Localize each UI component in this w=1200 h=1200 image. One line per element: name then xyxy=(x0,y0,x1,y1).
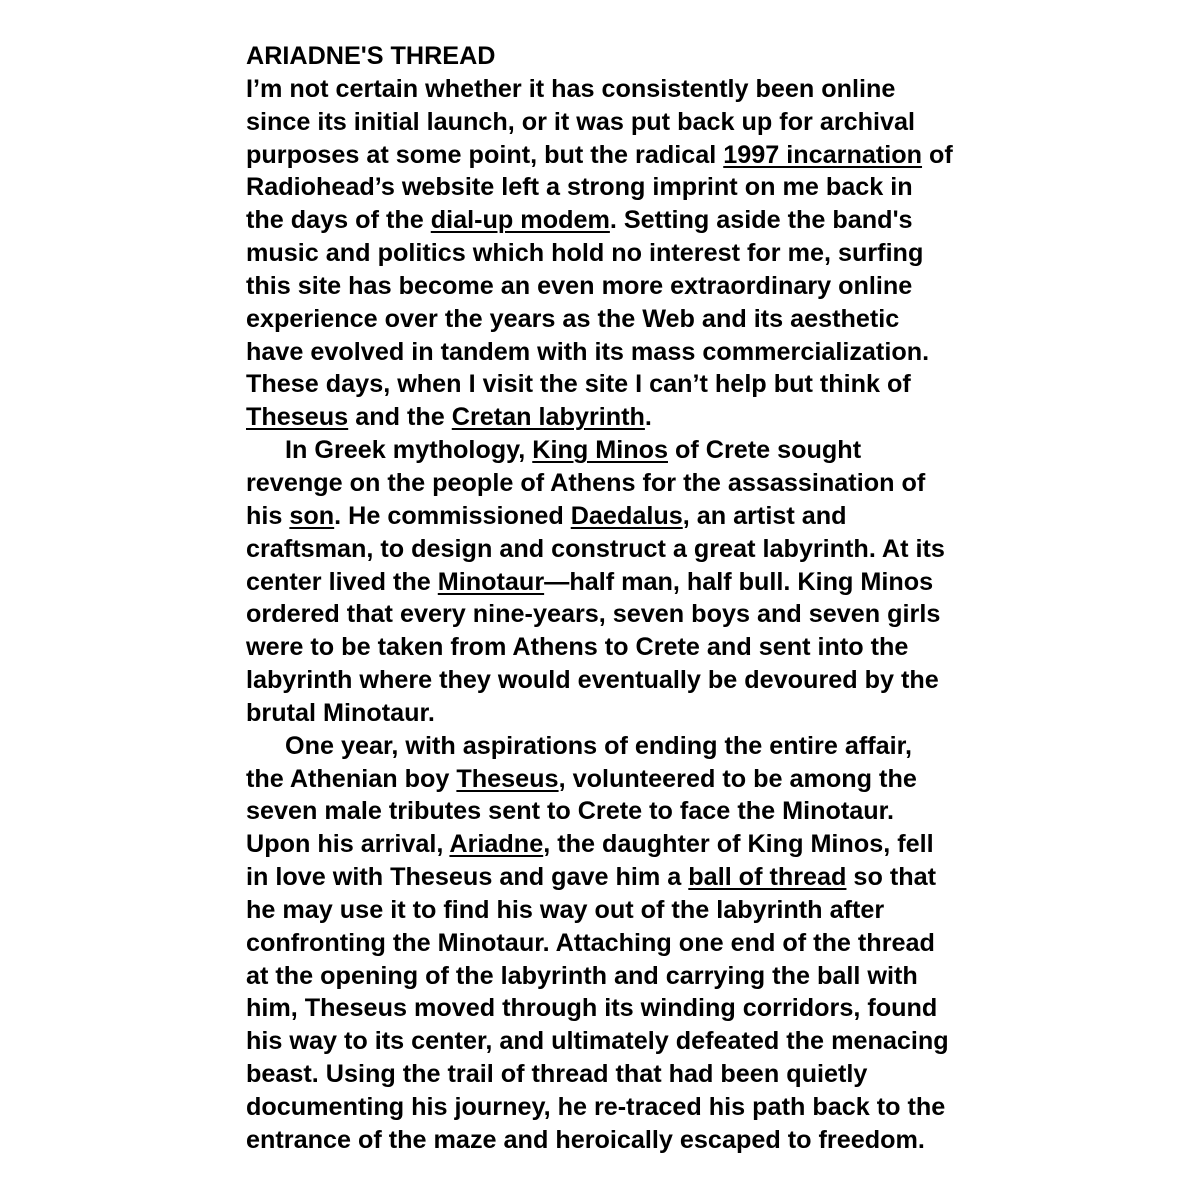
paragraph-2 xyxy=(246,434,956,730)
link-theseus-2[interactable]: Theseus xyxy=(456,764,559,793)
paragraph-text: of Crete sought revenge on the people of Athens for the assassination of his xyxy=(246,436,926,530)
paragraph-text: —half man, half bull. King Minos ordered that every nine-years, seven boys and seven girls were to be taken from Athens to Crete and sent into the labyrinth where they would eventually be devoured by the brutal Minotaur. xyxy=(246,567,941,727)
paragraph-text: . He commissioned xyxy=(334,501,571,530)
paragraph-text: of Radiohead’s website left a strong imprint on me back in the days of the xyxy=(246,140,953,235)
link-daedalus[interactable]: Daedalus xyxy=(570,501,683,530)
paragraph-text: so that he may use it to find his way out of the labyrinth after confronting the Minotaur. Attaching one end of the thread at the opening of the labyrinth and carrying the ball with him, Theseus moved through its winding corridors, found his way to its center, and ultimately defeated the menacing beast. Using the trail of thread that had been quietly documenting his journey, he re-traced his path back to the entrance of the maze and heroically escaped to freedom. xyxy=(246,863,949,1154)
link-1997-incarnation[interactable]: 1997 incarnation xyxy=(723,140,923,169)
paragraph-1 xyxy=(246,73,956,434)
paragraph-text: , an artist and craftsman, to design and construct a great labyrinth. At its center lived the xyxy=(246,501,945,596)
paragraph-text: . Setting aside the band's music and politics which hold no interest for me, surfing this site has become an even more extraordinary online experience over the years as the Web and its aesthetic have evolved in tandem with its mass commercialization. These days, when I visit the site I can’t help but think of xyxy=(246,206,930,399)
paragraph-text: One year, with aspirations of ending the entire affair, the Athenian boy xyxy=(246,731,913,793)
link-dial-up-modem[interactable]: dial-up modem xyxy=(430,206,610,235)
paragraph-text: I’m not certain whether it has consistently been online since its initial launch, or it was put back up for archival purposes at some point, but the radical xyxy=(246,74,916,169)
paragraph-text: , the daughter of King Minos, fell in love with Theseus and gave him a xyxy=(246,830,934,892)
link-theseus[interactable]: Theseus xyxy=(246,403,349,432)
paragraph-text: In Greek mythology, xyxy=(285,436,533,465)
paragraph-text: , volunteered to be among the seven male tributes sent to Crete to face the Minotaur. Upon his arrival, xyxy=(246,764,917,859)
paragraph-text: and the xyxy=(348,403,452,432)
link-ball-of-thread[interactable]: ball of thread xyxy=(688,863,847,892)
link-minotaur[interactable]: Minotaur xyxy=(437,567,545,596)
link-cretan-labyrinth[interactable]: Cretan labyrinth xyxy=(451,403,645,432)
article xyxy=(246,40,956,1157)
article-title: ARIADNE'S THREAD xyxy=(246,42,496,70)
paragraph-text: . xyxy=(644,403,652,432)
link-son[interactable]: son xyxy=(289,501,335,530)
link-ariadne[interactable]: Ariadne xyxy=(449,830,544,859)
link-king-minos[interactable]: King Minos xyxy=(532,436,668,465)
paragraph-3 xyxy=(246,730,956,1157)
